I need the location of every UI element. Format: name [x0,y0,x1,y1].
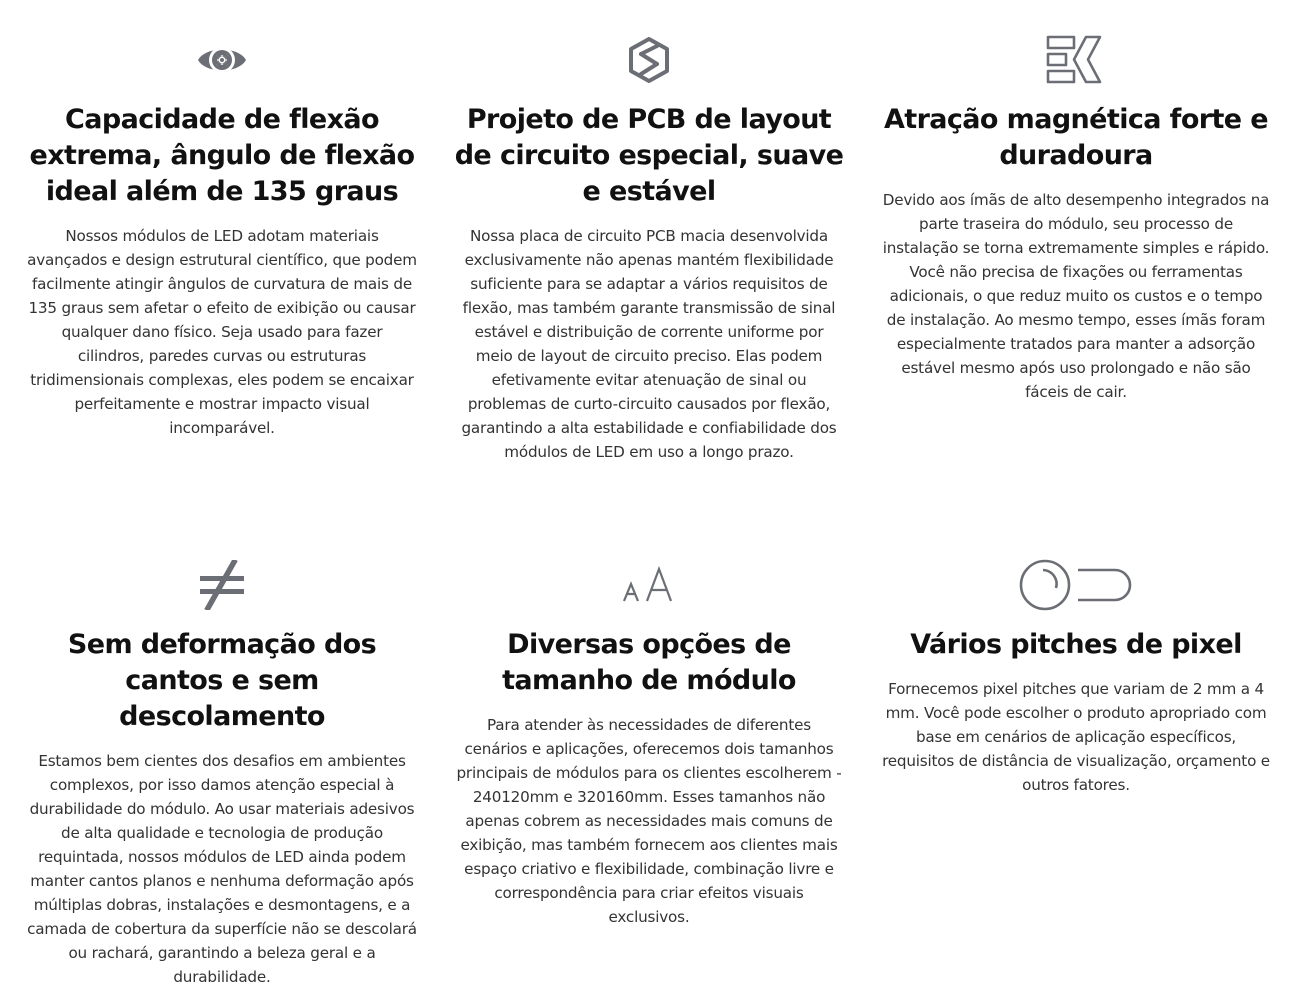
feature-description: Fornecemos pixel pitches que variam de 2 mm a 4 mm. Você pode escolher o produto apropriado com base em cenários de aplicação específicos, requisitos de distância de visualização, orçamento e outros fatores. [882,680,1270,794]
feature-title: Projeto de PCB de layout de circuito especial, suave e estável [454,104,844,207]
not-equal-icon [198,560,246,610]
feature-module-sizes [454,555,844,929]
feature-title: Vários pitches de pixel [910,629,1242,660]
feature-description: Devido aos ímãs de alto desempenho integrados na parte traseira do módulo, seu processo de instalação se torna extremamente simples e rápido. Você não precisa de fixações ou ferramentas adicionais, o que reduz muito os custos e o tempo de instalação. Ao mesmo tempo, esses ímãs foram especialmente tratados para manter a adsorção estável mesmo após uso prolongado e não são fáceis de cair. [882,191,1270,401]
feature-description: Nossa placa de circuito PCB macia desenvolvida exclusivamente não apenas mantém flexibilidade suficiente para se adaptar a vários requisitos de flexão, mas também garante transmissão de sinal estável e distribuição de corrente uniforme por meio de layout de circuito preciso. Elas podem efetivamente evitar atenuação de sinal ou problemas de curto-circuito causados por flexão, garantindo a alta estabilidade e confiabilidade dos módulos de LED em uso a longo prazo. [461,227,837,461]
feature-pixel-pitches [881,555,1271,797]
feature-flexibility [27,30,417,440]
feature-title: Atração magnética forte e duradoura [883,104,1269,171]
feature-magnetic [881,30,1271,404]
layers-s-icon [627,37,671,83]
feature-description: Para atender às necessidades de diferentes cenários e aplicações, oferecemos dois tamanhos principais de módulos para os clientes escolherem - 240120mm e 320160mm. Esses tamanhos não apenas cobrem as necessidades mais comuns de exibição, mas também fornecem aos clientes mais espaço criativo e flexibilidade, combinação livre e correspondência para criar efeitos visuais exclusivos. [456,716,842,926]
feature-title: Diversas opções de tamanho de módulo [502,629,796,696]
feature-pcb-design [454,30,844,464]
eye-gear-icon [196,40,248,80]
magnet-attract-icon [1046,34,1106,86]
pitch-toggle-icon [1018,558,1134,612]
feature-title: Sem deformação dos cantos e sem descolamento [67,629,377,732]
feature-description: Estamos bem cientes dos desafios em ambientes complexos, por isso damos atenção especial à durabilidade do módulo. Ao usar materiais adesivos de alta qualidade e tecnologia de produção requintada, nossos módulos de LED ainda podem manter cantos planos e nenhuma deformação após múltiplas dobras, instalações e desmontagens, e a camada de cobertura da superfície não se descolará ou rachará, garantindo a beleza geral e a durabilidade. [27,752,417,986]
feature-description: Nossos módulos de LED adotam materiais avançados e design estrutural científico, que podem facilmente atingir ângulos de curvatura de mais de 135 graus sem afetar o efeito de exibição ou causar qualquer dano físico. Seja usado para fazer cilindros, paredes curvas ou estruturas tridimensionais complexas, eles podem se encaixar perfeitamente e mostrar impacto visual incomparável. [27,227,417,437]
feature-no-deformation [27,555,417,989]
font-size-icon [621,565,677,605]
feature-title: Capacidade de flexão extrema, ângulo de flexão ideal além de 135 graus [29,104,415,207]
